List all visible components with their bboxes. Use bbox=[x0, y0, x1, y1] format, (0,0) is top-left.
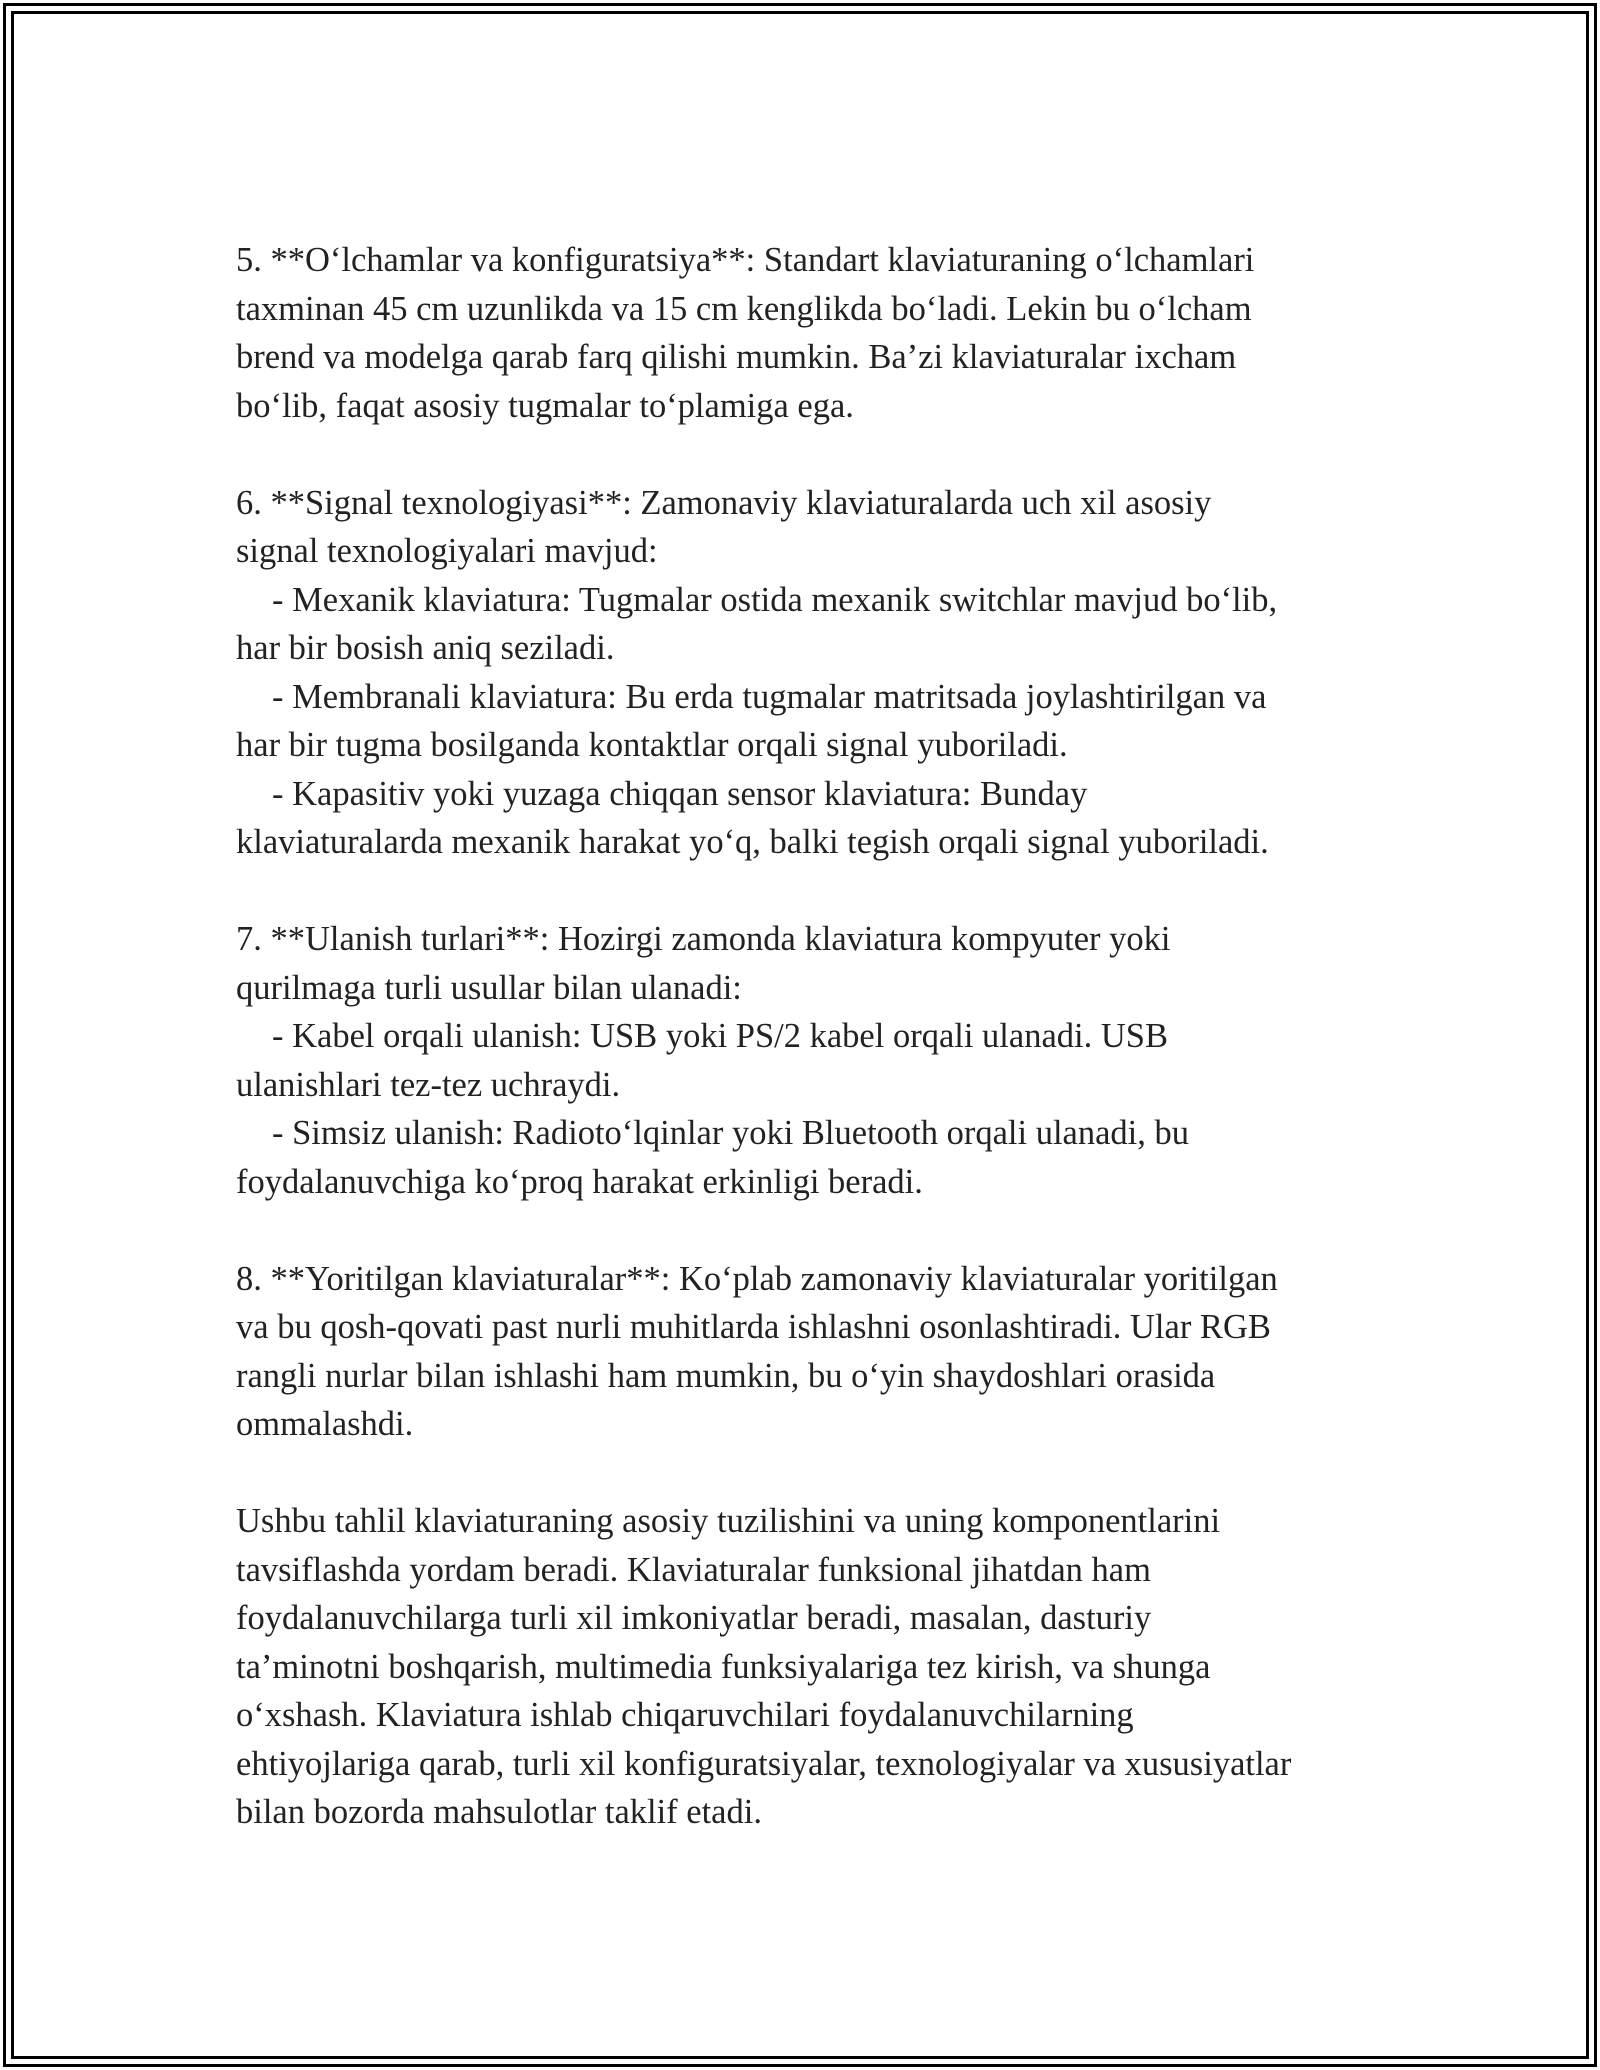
text-line: ehtiyojlariga qarab, turli xil konfiguratsiyalar, texnologiyalar va xususiyatlar bbox=[236, 1744, 1292, 1783]
text-line: foydalanuvchiga ko‘proq harakat erkinligi beradi. bbox=[236, 1162, 923, 1201]
text-line: - Membranali klaviatura: Bu erda tugmalar matritsada joylashtirilgan va bbox=[272, 677, 1267, 716]
text-line: - Kapasitiv yoki yuzaga chiqqan sensor klaviatura: Bunday bbox=[272, 774, 1088, 813]
text-line: ulanishlari tez-tez uchraydi. bbox=[236, 1065, 621, 1104]
text-line: 6. **Signal texnologiyasi**: Zamonaviy klaviaturalarda uch xil asosiy bbox=[236, 483, 1212, 522]
text-line: - Simsiz ulanish: Radioto‘lqinlar yoki Bluetooth orqali ulanadi, bu bbox=[272, 1114, 1190, 1152]
text-line: o‘xshash. Klaviatura ishlab chiqaruvchilari foydalanuvchilarning bbox=[236, 1696, 1134, 1734]
text-line: brend va modelga qarab farq qilishi mumkin. Ba’zi klaviaturalar ixcham bbox=[236, 338, 1237, 376]
text-line: ommalashdi. bbox=[236, 1405, 414, 1443]
paragraph-gap bbox=[236, 867, 1396, 916]
section-s7 bbox=[236, 915, 1396, 1206]
text-line: 5. **O‘lchamlar va konfiguratsiya**: Standart klaviaturaning o‘lchamlari bbox=[236, 241, 1255, 279]
text-line: foydalanuvchilarga turli xil imkoniyatlar beradi, masalan, dasturiy bbox=[236, 1599, 1152, 1637]
section-summary bbox=[236, 1497, 1396, 1837]
text-line: 8. **Yoritilgan klaviaturalar**: Ko‘plab zamonaviy klaviaturalar yoritilgan bbox=[236, 1259, 1278, 1298]
text-line: - Kabel orqali ulanish: USB yoki PS/2 kabel orqali ulanadi. USB bbox=[272, 1017, 1168, 1055]
text-line: bo‘lib, faqat asosiy tugmalar to‘plamiga ega. bbox=[236, 386, 854, 425]
text-line: ta’minotni boshqarish, multimedia funksiyalariga tez kirish, va shunga bbox=[236, 1647, 1211, 1686]
paragraph-gap bbox=[236, 1449, 1396, 1498]
section-s8 bbox=[236, 1255, 1396, 1449]
document-body bbox=[236, 236, 1396, 1837]
text-line: 7. **Ulanish turlari**: Hozirgi zamonda klaviatura kompyuter yoki bbox=[236, 920, 1171, 958]
text-line: har bir tugma bosilganda kontaktlar orqali signal yuboriladi. bbox=[236, 726, 1068, 764]
text-line: bilan bozorda mahsulotlar taklif etadi. bbox=[236, 1793, 762, 1831]
section-s5 bbox=[236, 236, 1396, 430]
text-line: va bu qosh-qovati past nurli muhitlarda ishlashni osonlashtiradi. Ular RGB bbox=[236, 1308, 1271, 1346]
paragraph-gap bbox=[236, 1206, 1396, 1255]
text-line: signal texnologiyalari mavjud: bbox=[236, 532, 658, 570]
text-line: taxminan 45 cm uzunlikda va 15 cm kenglikda bo‘ladi. Lekin bu o‘lcham bbox=[236, 289, 1252, 328]
text-line: - Mexanik klaviatura: Tugmalar ostida mexanik switchlar mavjud bo‘lib, bbox=[272, 580, 1278, 619]
text-line: har bir bosish aniq seziladi. bbox=[236, 629, 615, 667]
text-line: klaviaturalarda mexanik harakat yo‘q, balki tegish orqali signal yuboriladi. bbox=[236, 823, 1269, 861]
text-line: qurilmaga turli usullar bilan ulanadi: bbox=[236, 968, 742, 1007]
section-s6 bbox=[236, 479, 1396, 867]
paragraph-gap bbox=[236, 430, 1396, 479]
text-line: tavsiflashda yordam beradi. Klaviaturalar funksional jihatdan ham bbox=[236, 1550, 1151, 1589]
text-line: Ushbu tahlil klaviaturaning asosiy tuzilishini va uning komponentlarini bbox=[236, 1502, 1221, 1540]
text-line: rangli nurlar bilan ishlashi ham mumkin, bu o‘yin shaydoshlari orasida bbox=[236, 1356, 1216, 1395]
